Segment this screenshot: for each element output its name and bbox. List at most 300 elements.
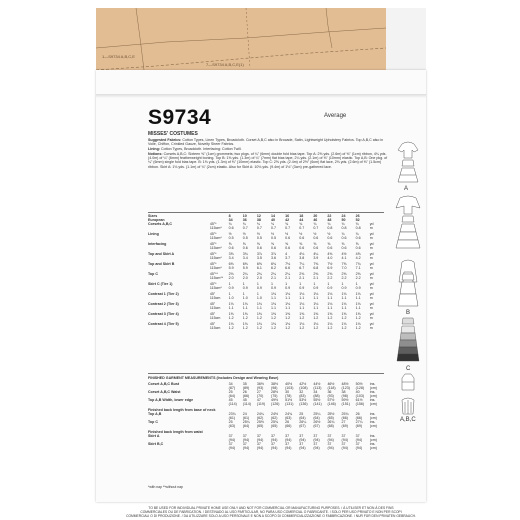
measurement-value: 37 xyxy=(341,442,346,446)
yardage-value: 0.9 xyxy=(285,286,291,290)
view-c-top-sketch xyxy=(402,374,414,390)
measurement-value: 37 xyxy=(299,434,304,438)
yardage-value: 2⅜ xyxy=(341,272,347,276)
yardage-value: 0.5 xyxy=(228,236,234,240)
yardage-value: 2¼ xyxy=(285,272,291,276)
yardage-value: 1.2 xyxy=(299,316,305,320)
yardage-value: 1.1 xyxy=(242,306,248,310)
measurement-value: 37 xyxy=(285,434,290,438)
measurement-value: (103) xyxy=(285,386,294,390)
yardage-value: 3¾ xyxy=(242,252,248,256)
measurement-value: (156) xyxy=(355,402,365,406)
yardage-value: 1⅛ xyxy=(327,322,333,326)
measurement-value: (94) xyxy=(313,438,320,442)
measurement-value: 24 xyxy=(242,412,247,416)
measurement-label: Corset A,B,C Bust xyxy=(148,382,180,386)
yardage-value: ⅝ xyxy=(256,242,260,246)
measurement-value: (114) xyxy=(228,402,237,406)
yardage-value: 1.1 xyxy=(341,306,347,310)
measurement-value: 25½ xyxy=(327,412,335,416)
european-size-value: 42 xyxy=(285,218,290,222)
yardage-value: 0.9 xyxy=(341,286,347,290)
fabric-width: 45"* xyxy=(209,222,217,226)
yardage-value: ¾ xyxy=(341,222,345,226)
yardage-value: 2¼ xyxy=(256,272,262,276)
yardage-value: 1⅛ xyxy=(242,322,248,326)
yardage-value: 1.1 xyxy=(299,296,305,300)
fabric-width: 45"* xyxy=(209,232,217,236)
note-paragraph xyxy=(148,152,388,168)
yardage-value: ½ xyxy=(270,232,274,236)
yardage-unit: m xyxy=(369,246,373,250)
measurement-value: 28½ xyxy=(271,390,278,394)
measurement-value: 38 xyxy=(341,390,346,394)
yardage-value: 0.6 xyxy=(299,246,305,250)
measurement-unit: ins. xyxy=(369,434,376,438)
yardage-value: 1⅛ xyxy=(256,322,262,326)
yardage-value: 1⅜ xyxy=(355,312,361,316)
yardage-value: 1 xyxy=(256,282,259,286)
yardage-value: 0.6 xyxy=(341,236,347,240)
yardage-row-label: Top C xyxy=(148,272,158,276)
yardage-row-label: Contrast 1 (Tier 2) xyxy=(148,292,179,296)
yardage-value: 2.1 xyxy=(270,276,276,280)
yardage-value: 1.1 xyxy=(341,296,347,300)
yardage-value: 1.2 xyxy=(285,326,291,330)
yardage-value: 3⅝ xyxy=(228,252,234,256)
yardage-value: 2⅜ xyxy=(327,272,333,276)
measurement-unit: ins. xyxy=(369,412,376,416)
measurement-value: 53½ xyxy=(299,398,307,402)
measurement-value: 37 xyxy=(313,434,318,438)
yardage-row-label: Lining xyxy=(148,232,159,236)
yardage-value: 1⅛ xyxy=(327,292,333,296)
measurement-value: (67) xyxy=(299,424,306,428)
measurement-value: 26¼ xyxy=(299,420,307,424)
measurement-unit: (cm) xyxy=(369,424,377,428)
measurement-value: 26 xyxy=(285,420,290,424)
yardage-value: 1.1 xyxy=(270,296,276,300)
yardage-value: 5.9 xyxy=(242,266,248,270)
measurement-value: (62) xyxy=(271,416,278,420)
measurement-value: 37 xyxy=(355,434,360,438)
yardage-value: 1.2 xyxy=(355,316,361,320)
yardage-value: 1⅛ xyxy=(355,322,361,326)
measurement-value: (94) xyxy=(242,446,250,450)
corset-abc-sketch xyxy=(402,398,414,414)
measurement-value: (94) xyxy=(355,446,363,450)
yardage-value: ½ xyxy=(313,232,317,236)
measurement-value: 37 xyxy=(285,442,290,446)
measurement-value: 23¾ xyxy=(228,412,236,416)
measurement-value: (65) xyxy=(327,416,334,420)
measurement-value: (94) xyxy=(228,438,236,442)
yardage-unit: yd xyxy=(369,272,374,276)
measurement-value: (94) xyxy=(341,446,348,450)
envelope-fold-shadow xyxy=(96,94,426,98)
yardage-unit: m xyxy=(369,286,373,290)
yardage-value: 1⅜ xyxy=(228,312,234,316)
yardage-value: 1⅛ xyxy=(270,302,276,306)
measurement-value: 38½ xyxy=(271,382,278,386)
yardage-value: 1⅛ xyxy=(285,302,291,306)
size-value: 14 xyxy=(270,214,275,218)
european-label: European xyxy=(148,218,165,222)
yardage-value: ⅝ xyxy=(299,242,303,246)
yardage-value: 6⅝ xyxy=(256,262,262,266)
yardage-value: 3.6 xyxy=(270,256,276,260)
yardage-value: 2.1 xyxy=(285,276,291,280)
yardage-value: 1⅛ xyxy=(313,292,319,296)
yardage-value: 1.2 xyxy=(270,316,276,320)
measurement-value: (89) xyxy=(242,386,250,390)
tissue-label-1: 1—S9734 A,B,C,E xyxy=(102,54,135,59)
yardage-value: 2⅜ xyxy=(299,272,305,276)
yardage-unit: m xyxy=(369,316,373,320)
yardage-value: 1⅜ xyxy=(327,312,333,316)
finished-measurements-table xyxy=(148,382,384,450)
yardage-value: ¾ xyxy=(313,222,317,226)
yardage-value: 2.0 xyxy=(256,276,262,280)
european-size-value: 36 xyxy=(242,218,247,222)
yardage-value: 6¾ xyxy=(270,262,276,266)
yardage-value: ⅝ xyxy=(228,242,232,246)
yardage-value: 1.1 xyxy=(313,296,319,300)
yardage-value: 7⅝ xyxy=(341,262,347,266)
fabric-width: 45" xyxy=(209,302,216,306)
yardage-value: 1⅛ xyxy=(341,302,347,306)
measurement-value: 45 xyxy=(242,398,247,402)
measurement-value: 37 xyxy=(355,442,360,446)
yardage-value: 1.0 xyxy=(242,296,248,300)
yardage-value: 6.6 xyxy=(285,266,291,270)
measurement-value: (93) xyxy=(327,394,334,398)
yardage-value: 1.1 xyxy=(228,306,234,310)
yardage-value: 1.2 xyxy=(242,316,248,320)
yardage-unit: yd xyxy=(369,252,374,256)
fabric-width: 45" xyxy=(209,322,216,326)
yardage-value: 1.2 xyxy=(270,326,276,330)
measurement-value: (61) xyxy=(228,416,236,420)
european-size-value: 52 xyxy=(355,218,360,222)
size-value: 24 xyxy=(341,214,346,218)
yardage-value: 0.6 xyxy=(313,246,319,250)
size-value: 20 xyxy=(313,214,318,218)
yardage-value: 1.2 xyxy=(285,316,291,320)
yardage-value: 5.9 xyxy=(228,266,234,270)
fabric-width: 115cm* xyxy=(209,236,222,240)
note-text: Cotton Types, Linen Types, Broadcloth. Corset A,B,C also in Brocade, Satin, Lightweight Upholstery Fabrics. Top A,B,C also in Voile, Chiffon, Crinkled Gauze, Novelty Sheer Fabrics. xyxy=(148,138,384,147)
yardage-value: 1 xyxy=(355,282,358,286)
measurement-value: 55½ xyxy=(313,398,321,402)
view-label-c: C xyxy=(406,366,411,372)
measurement-value: (94) xyxy=(341,438,348,442)
yardage-value: 1.1 xyxy=(327,296,333,300)
measurement-value: 37 xyxy=(256,442,261,446)
measurement-value: (68) xyxy=(327,424,334,428)
yardage-value: 1 xyxy=(327,282,330,286)
size-value: 12 xyxy=(256,214,261,218)
measurement-value: (151) xyxy=(341,402,350,406)
measurement-value: 25 xyxy=(299,412,304,416)
yardage-value: 0.6 xyxy=(313,236,319,240)
measurement-value: (128) xyxy=(355,386,365,390)
yardage-value: ½ xyxy=(256,232,260,236)
measurement-value: 25¾ xyxy=(341,412,349,416)
yardage-value: 1.2 xyxy=(341,316,347,320)
yardage-value: ¾ xyxy=(270,222,274,226)
yardage-value: ½ xyxy=(228,232,232,236)
yardage-value: ¾ xyxy=(285,222,289,226)
yardage-value: 1⅜ xyxy=(299,312,305,316)
yardage-value: ¾ xyxy=(228,222,232,226)
measurement-value: 37 xyxy=(228,434,233,438)
yardage-row-label xyxy=(148,326,210,330)
measurement-value: (94) xyxy=(285,438,292,442)
yardage-value: ⅝ xyxy=(313,242,317,246)
yardage-value: 0.6 xyxy=(228,246,234,250)
yardage-value: ⅝ xyxy=(285,242,289,246)
yardage-value: ⅝ xyxy=(355,242,359,246)
yardage-value: 2⅜ xyxy=(355,272,361,276)
yardage-value: 6.9 xyxy=(327,266,333,270)
yardage-value: 1⅛ xyxy=(355,302,361,306)
yardage-value: 1 xyxy=(313,282,316,286)
yardage-value: 0.6 xyxy=(299,236,305,240)
view-a-sketch xyxy=(398,142,418,182)
measurement-value: (66) xyxy=(341,416,348,420)
yardage-value: 1⅛ xyxy=(341,322,347,326)
measurement-label: Skirt A xyxy=(148,434,160,438)
yardage-value: 4.1 xyxy=(341,256,347,260)
measurement-value: 35 xyxy=(242,382,247,386)
yardage-value: 1⅛ xyxy=(313,302,319,306)
yardage-value: 4⅝ xyxy=(355,252,361,256)
yardage-value: 0.9 xyxy=(313,286,319,290)
measurement-value: (93) xyxy=(256,386,264,390)
fabric-width: 115cm* xyxy=(209,246,222,250)
garment-sketches xyxy=(392,138,424,428)
yardage-value: 1⅛ xyxy=(270,322,276,326)
yardage-value: 1⅜ xyxy=(256,312,262,316)
measurement-value: 25¼ xyxy=(313,412,321,416)
tissue-label-2: 7—S9734 A,B,C,E(1) xyxy=(206,62,244,67)
measurement-value: 27¼ xyxy=(355,420,363,424)
measurement-value: 34 xyxy=(228,382,233,386)
yardage-value: ¾ xyxy=(256,222,260,226)
measurement-label: Top A,B Width, lower edge xyxy=(148,398,194,402)
yardage-value: 1.1 xyxy=(285,296,291,300)
fabric-width: 115cm* xyxy=(209,266,222,270)
measurement-value: 37 xyxy=(242,434,247,438)
measurement-row xyxy=(148,446,384,450)
yardage-value: 4⅛ xyxy=(299,252,305,256)
yardage-value: 0.5 xyxy=(242,236,248,240)
yardage-value: 3.4 xyxy=(228,256,234,260)
fabric-width: 45"* xyxy=(209,252,217,256)
measurement-unit: ins. xyxy=(369,420,376,424)
yardage-value: 0.7 xyxy=(285,226,291,230)
measurement-value: 44½ xyxy=(313,382,321,386)
yardage-value: 2.1 xyxy=(313,276,319,280)
yardage-value: 6.2 xyxy=(270,266,276,270)
measurement-value: 26 xyxy=(355,412,360,416)
yardage-value: 1.1 xyxy=(285,306,291,310)
divider xyxy=(148,212,384,213)
yardage-table xyxy=(148,214,384,330)
measurement-value: (64) xyxy=(228,394,236,398)
yardage-value: 2.2 xyxy=(341,276,347,280)
fabric-notes xyxy=(148,138,388,170)
yardage-value: 6.8 xyxy=(313,266,319,270)
measurement-value: (67) xyxy=(313,424,320,428)
legal-line: TO BE USED FOR INDIVIDUAL PRIVATE HOME USE ONLY AND NOT FOR COMMERCIAL OR MANUFACTURING PURPOSES. / À UTILISER ET NON À DES FINS xyxy=(148,506,394,510)
yardage-value: 1 xyxy=(228,282,231,286)
measurement-value: (136) xyxy=(299,402,308,406)
yardage-value: 1 xyxy=(299,282,302,286)
measurement-label: Top C xyxy=(148,420,158,424)
yardage-value: 1.0 xyxy=(228,296,234,300)
measurement-value: (94) xyxy=(242,438,250,442)
yardage-value: 1⅜ xyxy=(242,312,248,316)
yardage-value: 2.2 xyxy=(327,276,333,280)
measurement-value: 37 xyxy=(313,442,318,446)
yardage-value: 1 xyxy=(270,282,273,286)
measurement-unit: (cm) xyxy=(369,446,377,450)
yardage-value: 3⅞ xyxy=(270,252,276,256)
yardage-value: 4¼ xyxy=(313,252,319,256)
fabric-width: 115cm xyxy=(209,296,221,300)
yardage-unit: m xyxy=(369,296,373,300)
measurement-value: 37 xyxy=(271,434,275,438)
yardage-value: 1.1 xyxy=(355,296,361,300)
yardage-value: 0.6 xyxy=(228,226,234,230)
measurement-unit: ins. xyxy=(369,398,376,402)
yardage-value: ½ xyxy=(327,232,331,236)
yardage-row-label: Skirt C (Tier 1) xyxy=(148,282,173,286)
yardage-value: 0.7 xyxy=(242,226,248,230)
measurement-value: 37 xyxy=(327,434,332,438)
yardage-value: 0.9 xyxy=(299,286,305,290)
yardage-value: 1.2 xyxy=(228,316,234,320)
measurement-value: 57½ xyxy=(327,398,335,402)
yardage-row-label: Top and Skirt A xyxy=(148,252,175,256)
yardage-value: 0.7 xyxy=(299,226,305,230)
fit-label: Average xyxy=(324,113,347,119)
yardage-value: 1⅛ xyxy=(355,292,361,296)
yardage-value: 1.2 xyxy=(256,316,262,320)
fabric-width: 45" xyxy=(209,292,216,296)
note-label: Suggested Fabrics: xyxy=(148,138,182,142)
measurement-value: 37 xyxy=(327,442,332,446)
yardage-value: 1⅛ xyxy=(327,302,333,306)
yardage-value: 1⅛ xyxy=(299,322,305,326)
yardage-value: 2¼ xyxy=(242,272,248,276)
yardage-row-label: Contrast 3 (Tier 4) xyxy=(148,312,179,316)
envelope-back xyxy=(106,100,418,519)
measurement-value: 37 xyxy=(242,442,247,446)
yardage-value: 1⅛ xyxy=(285,292,291,296)
pattern-number: S9734 xyxy=(148,106,212,129)
yardage-unit: yd xyxy=(369,312,374,316)
view-label-b: B xyxy=(406,310,411,316)
measurement-value: 24¾ xyxy=(285,412,293,416)
yardage-value: 0.9 xyxy=(355,286,361,290)
yardage-row-label: Top and Skirt B xyxy=(148,262,175,266)
measurement-value: (69) xyxy=(355,424,363,428)
yardage-row xyxy=(148,326,384,330)
measurement-value: (94) xyxy=(299,438,306,442)
measurement-value: (113) xyxy=(313,386,322,390)
yardage-unit: yd xyxy=(369,302,374,306)
measurement-value: 25¼ xyxy=(242,420,250,424)
european-size-value: 44 xyxy=(299,218,304,222)
measurement-value: (126) xyxy=(271,402,280,406)
yardage-value: 1 xyxy=(242,282,245,286)
european-size-value: 34 xyxy=(228,218,233,222)
measurement-value: (94) xyxy=(327,446,334,450)
measurement-value: 26 xyxy=(242,390,247,394)
yardage-value: 4.0 xyxy=(327,256,333,260)
yardage-value: 0.7 xyxy=(313,226,319,230)
measurement-value: 40 xyxy=(355,390,360,394)
size-value: 18 xyxy=(299,214,304,218)
yardage-value: ⅝ xyxy=(327,242,331,246)
measurement-value: (63) xyxy=(285,416,292,420)
yardage-value: 1.1 xyxy=(327,306,333,310)
measurement-value: 49½ xyxy=(271,398,278,402)
measurement-value: (94) xyxy=(271,446,278,450)
measurement-value: 25 xyxy=(228,420,233,424)
size-value: 16 xyxy=(285,214,290,218)
measurement-value: 25¾ xyxy=(271,420,278,424)
yardage-row-label: Contrast 4 (Tier 5) xyxy=(148,322,179,326)
fabric-width: 45"* xyxy=(209,282,217,286)
yardage-value: 1.1 xyxy=(299,306,305,310)
legal-line: COMMERCIALES OU DE FABRICATION. / DESTINADO AL USO PARTICULAR, NO PARA USO COMERCIAL O FABRICANTE. / SOLO PER USO PRIVATO E NON PER SCOPI xyxy=(140,510,402,515)
note-paragraph xyxy=(148,147,388,151)
european-size-value: 38 xyxy=(256,218,261,222)
yardage-unit: m xyxy=(369,276,373,280)
yardage-value: 6.1 xyxy=(256,266,262,270)
measurement-value: (94) xyxy=(313,446,320,450)
measurement-value: (65) xyxy=(271,424,278,428)
measurement-value: (118) xyxy=(327,386,336,390)
measurement-value: 47 xyxy=(256,398,261,402)
yardage-value: 2¼ xyxy=(270,272,276,276)
nap-footnote: *with nap **without nap xyxy=(148,485,183,489)
measurement-value: (66) xyxy=(285,424,292,428)
yardage-value: 1 xyxy=(242,292,245,296)
measurement-value: (98) xyxy=(341,394,348,398)
measurement-value: 37 xyxy=(271,442,275,446)
yardage-value: 0.9 xyxy=(228,286,234,290)
yardage-value: 6⅜ xyxy=(242,262,248,266)
yardage-value: ½ xyxy=(285,232,289,236)
yardage-unit: yd xyxy=(369,232,374,236)
yardage-value: 3⅞ xyxy=(256,252,262,256)
pattern-title: MISSES' COSTUMES xyxy=(148,131,198,137)
measurement-value: 36½ xyxy=(256,382,264,386)
measurement-value: 46½ xyxy=(327,382,335,386)
yardage-value: 1.1 xyxy=(270,306,276,310)
view-label-a: A xyxy=(404,186,409,192)
yardage-value: 1.2 xyxy=(313,326,319,330)
measurement-unit: (cm) xyxy=(369,386,377,390)
yardage-unit: m xyxy=(369,236,373,240)
fabric-width: 115cm** xyxy=(209,276,224,280)
measurement-value: 32 xyxy=(299,390,304,394)
